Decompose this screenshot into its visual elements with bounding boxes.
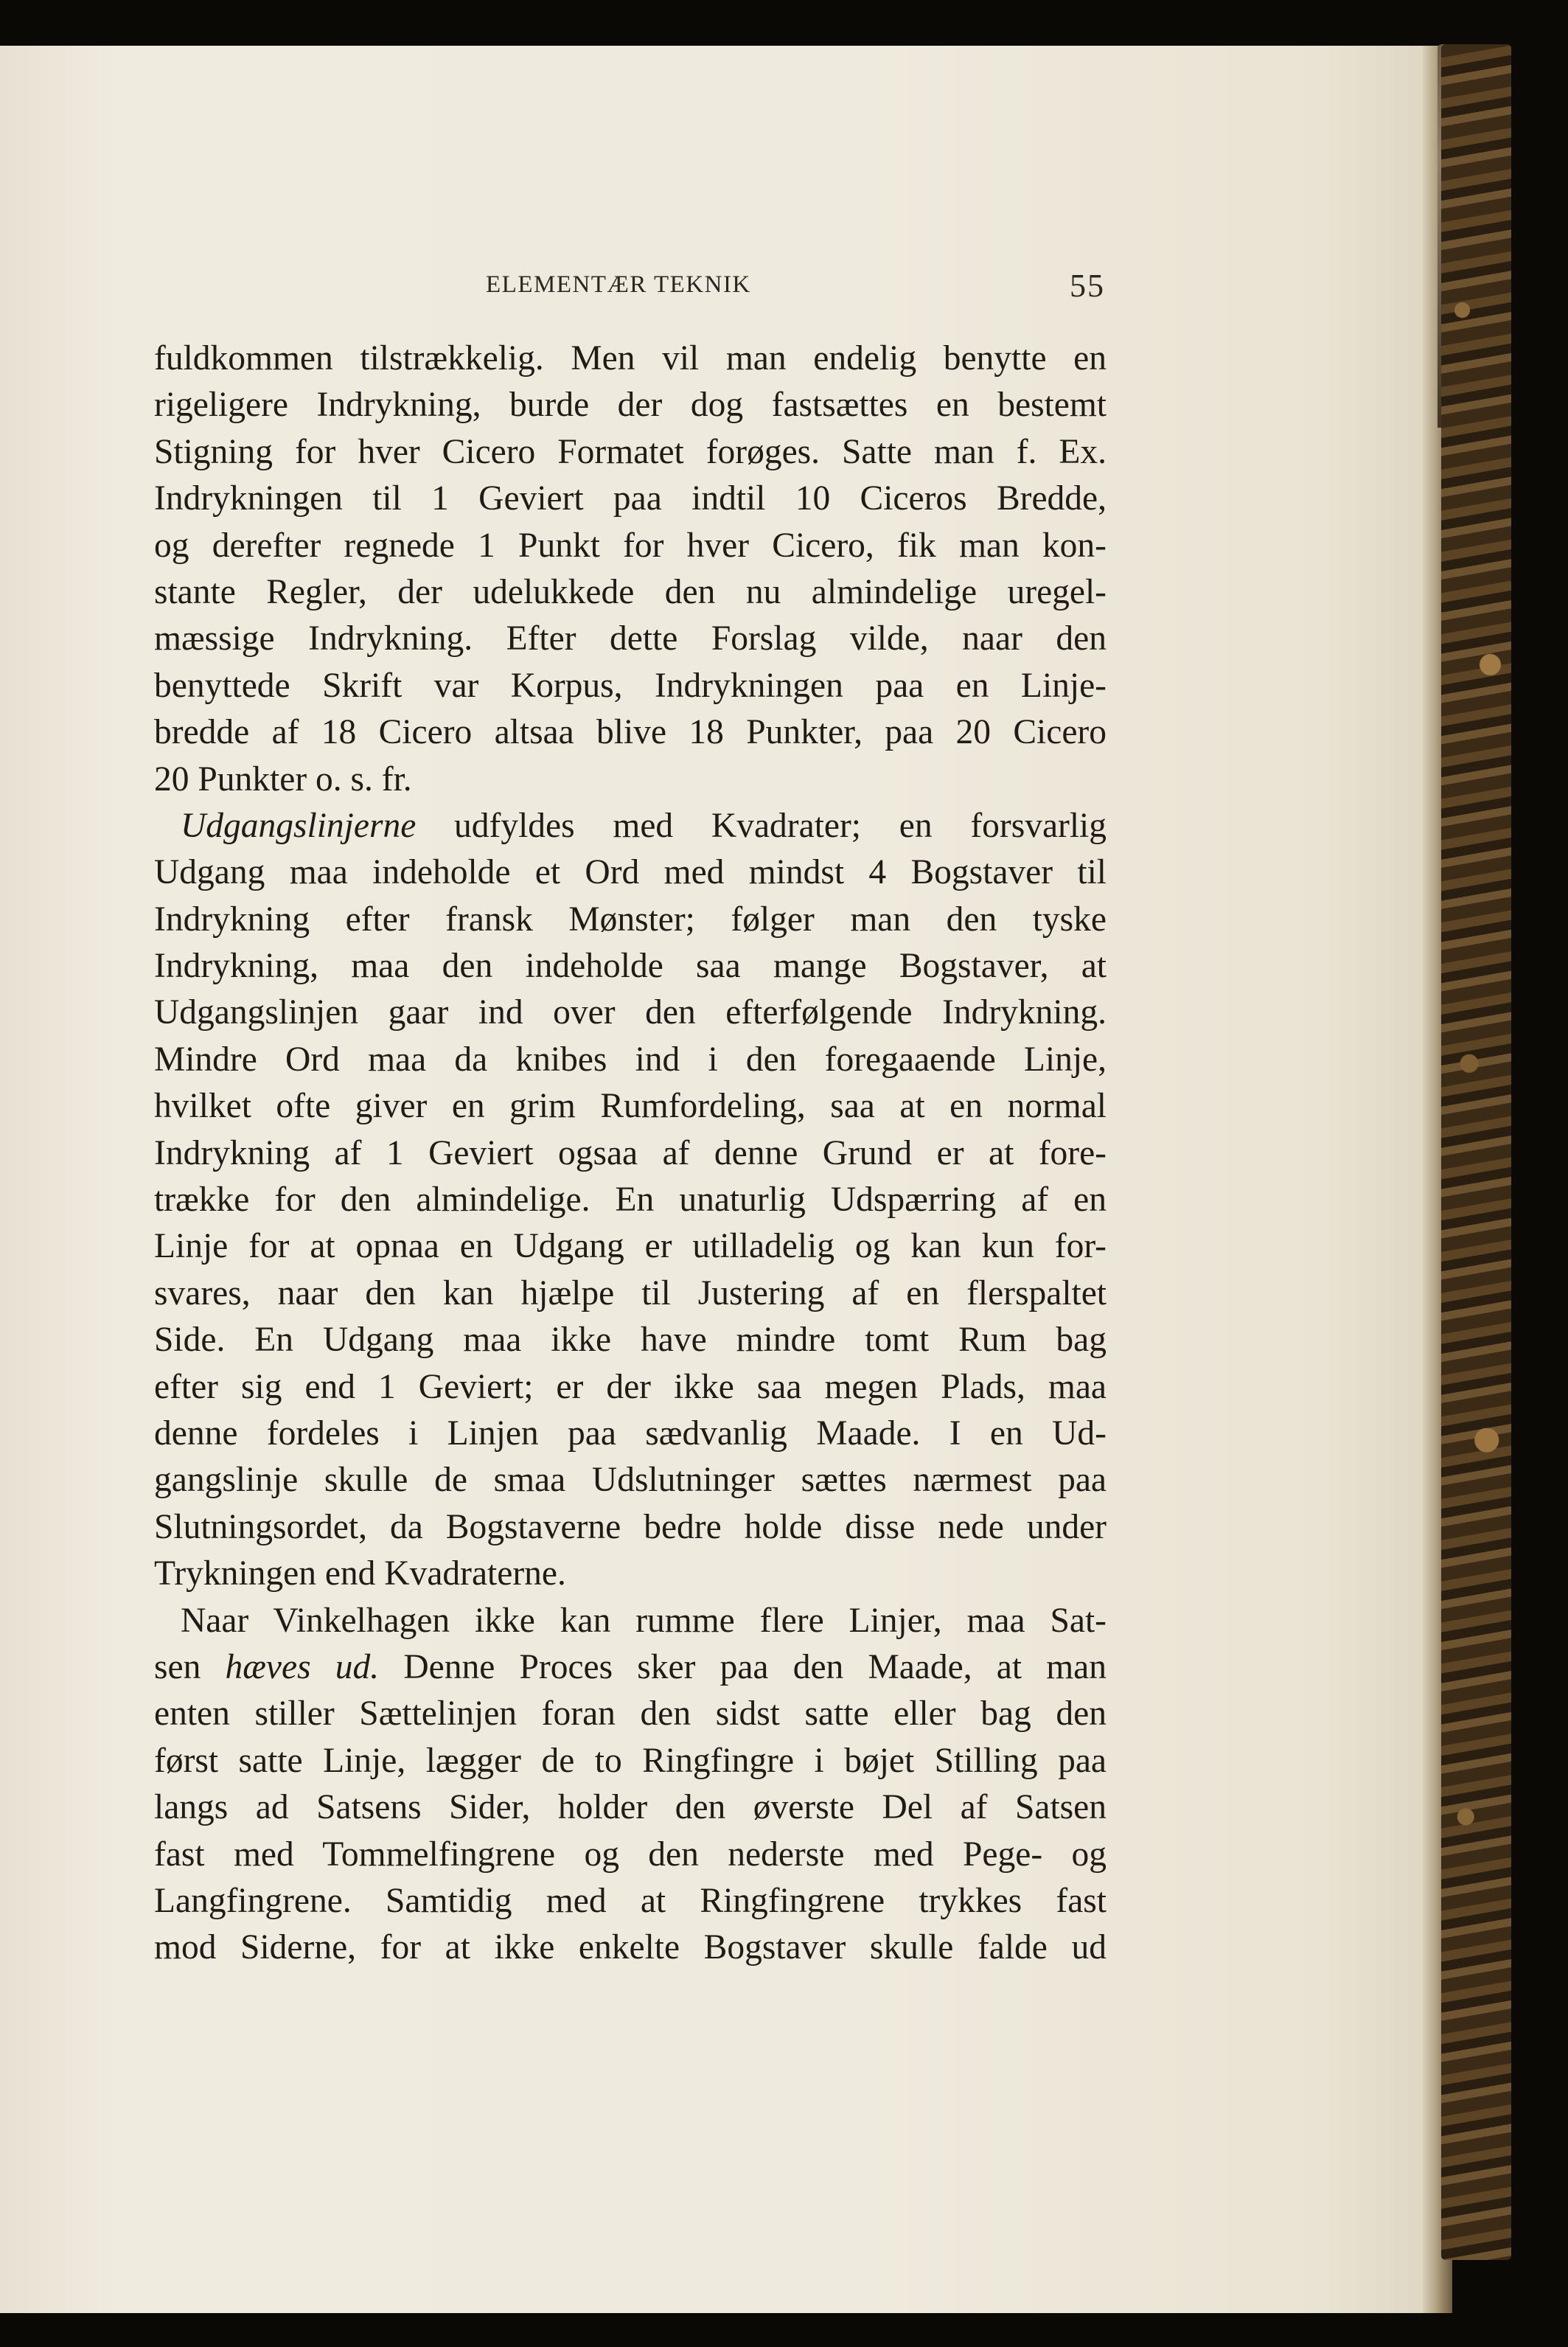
text-line: og derefter regnede 1 Punkt for hver Cicero, fik man kon- [154,526,1107,565]
text-line: fast med Tommelfingrene og den nederste med Pege- og [154,1835,1107,1874]
italic-term: Udgangslinjerne [181,806,417,845]
text-line: 20 Punkter o. s. fr. [154,759,412,799]
text-line: hvilket ofte giver en grim Rumfordeling, saa at en normal [154,1087,1107,1126]
text-line: Udgang maa indeholde et Ord med mindst 4 Bogstaver til [154,853,1107,892]
text-line: Langfingrene. Samtidig med at Ringfingrene trykkes fast [154,1881,1107,1920]
text-line: Linje for at opnaa en Udgang er utilladelig og kan kun for- [154,1227,1107,1266]
text-line: Trykningen end Kvadraterne. [154,1554,566,1593]
text-line: først satte Linje, lægger de to Ringfingre i bøjet Stilling paa [154,1741,1107,1780]
text-line: Side. En Udgang maa ikke have mindre tomt Rum bag [154,1321,1107,1360]
page-header [154,267,1105,311]
text-line: mæssige Indrykning. Efter dette Forslag vilde, naar den [154,619,1107,658]
text-line: Stigning for hver Cicero Formatet forøges. Satte man f. Ex. [154,432,1107,471]
text-line: Udgangslinjen gaar ind over den efterfølgende Indrykning. [154,993,1107,1032]
text-line: fuldkommen tilstrækkelig. Men vil man endelig benytte en [154,339,1107,378]
text-line: mod Siderne, for at ikke enkelte Bogstaver skulle falde ud [154,1928,1107,1967]
text-line: Naar Vinkelhagen ikke kan rumme flere Linjer, maa Sat- [181,1601,1107,1640]
text-line: efter sig end 1 Geviert; er der ikke saa megen Plads, maa [154,1367,1107,1406]
text-line: rigeligere Indrykning, burde der dog fastsættes en bestemt [154,386,1107,425]
page-number: 55 [1070,268,1105,304]
text-line: Udgangslinjerne udfyldes med Kvadrater; en forsvarlig [181,806,1107,845]
body-text [154,335,1107,1972]
text-line: Slutningsordet, da Bogstaverne bedre holde disse nede under [154,1507,1107,1546]
book-binding-marbled [1441,44,1511,2260]
text-line: trække for den almindelige. En unaturlig Udspærring af en [154,1181,1107,1220]
text-line: Indrykningen til 1 Geviert paa indtil 10 Ciceros Bredde, [154,479,1107,518]
text-line: bredde af 18 Cicero altsaa blive 18 Punkter, paa 20 Cicero [154,713,1107,752]
text-line: sen hæves ud. Denne Proces sker paa den Maade, at man [154,1647,1107,1686]
text-line: Indrykning, maa den indeholde saa mange Bogstaver, at [154,947,1107,986]
text-line: enten stiller Sættelinjen foran den sidst satte eller bag den [154,1694,1107,1734]
text-line: gangslinje skulle de smaa Udslutninger sættes nærmest paa [154,1461,1107,1500]
text-line: stante Regler, der udelukkede den nu almindelige uregel- [154,572,1107,611]
italic-term: hæves ud. [225,1647,380,1686]
text-line: benyttede Skrift var Korpus, Indrykningen paa en Linje- [154,666,1107,705]
text-line: svares, naar den kan hjælpe til Justering af en flerspaltet [154,1273,1107,1312]
text-line: Indrykning af 1 Geviert ogsaa af denne Grund er at fore- [154,1133,1107,1172]
text-line: Indrykning efter fransk Mønster; følger man den tyske [154,900,1107,939]
text-line: Mindre Ord maa da knibes ind i den foregaaende Linje, [154,1040,1107,1079]
text-line: denne fordeles i Linjen paa sædvanlig Maade. I en Ud- [154,1414,1107,1453]
running-head: ELEMENTÆR TEKNIK [486,271,751,298]
text-line: langs ad Satsens Sider, holder den øverste Del af Satsen [154,1788,1107,1827]
